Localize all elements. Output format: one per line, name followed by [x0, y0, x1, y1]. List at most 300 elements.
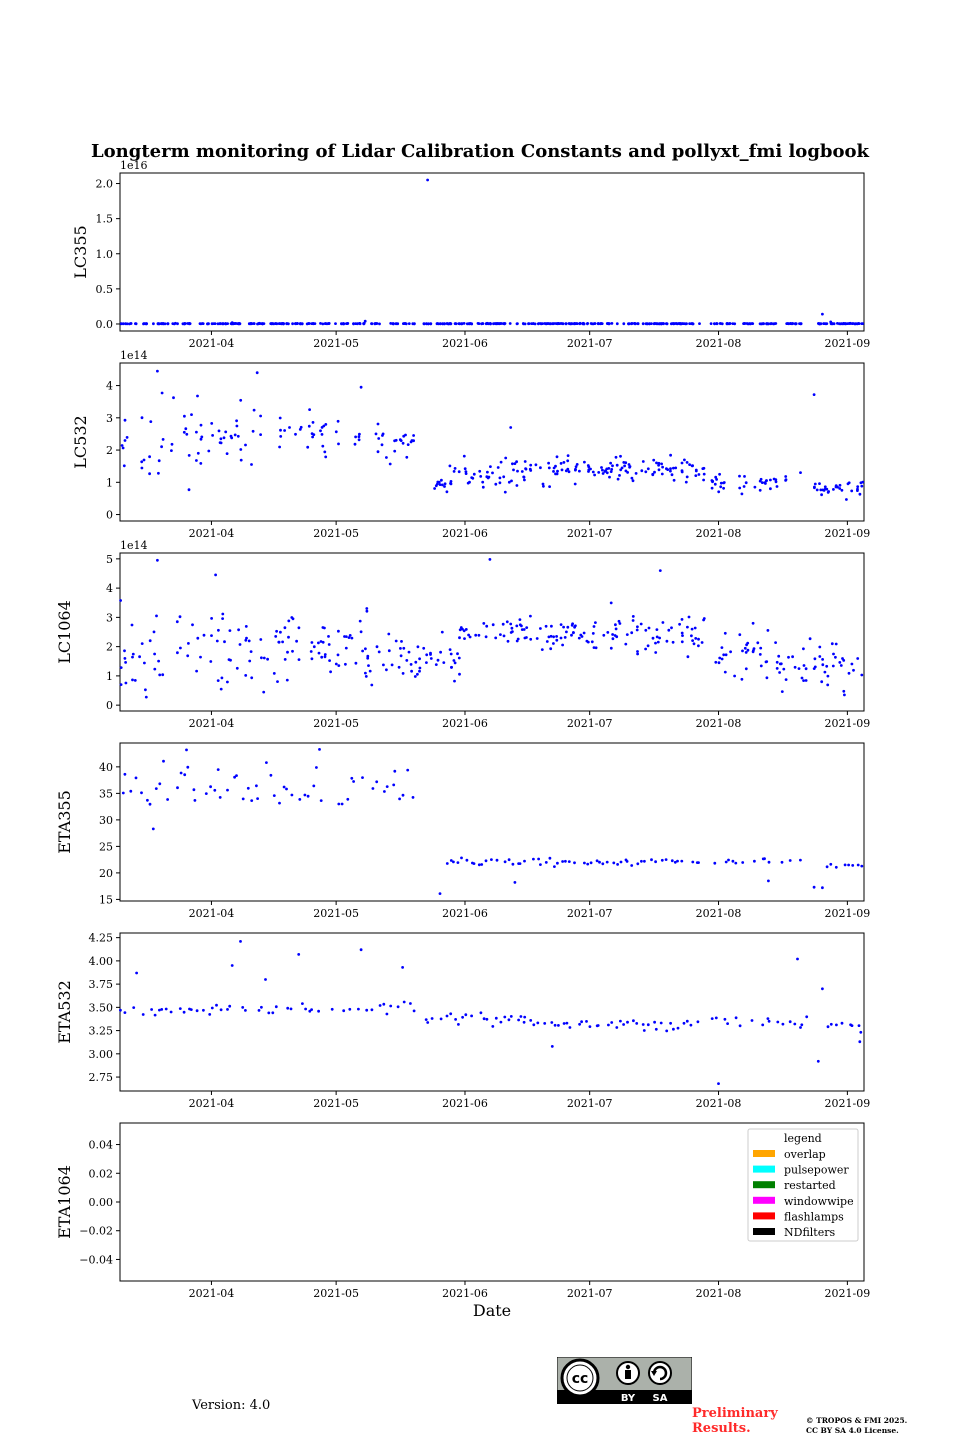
data-point [439, 322, 442, 325]
data-point [359, 620, 362, 623]
data-point [636, 625, 639, 628]
data-point [553, 865, 556, 868]
data-point [583, 632, 586, 635]
data-point [512, 469, 515, 472]
data-point [537, 322, 540, 325]
data-point [765, 480, 768, 483]
data-point [494, 637, 497, 640]
data-point [458, 636, 461, 639]
data-point [742, 322, 745, 325]
data-point [767, 629, 770, 632]
data-point [738, 633, 741, 636]
data-point [576, 322, 579, 325]
data-point [381, 443, 384, 446]
data-point [449, 1012, 452, 1015]
data-point [859, 493, 862, 496]
data-point [512, 863, 515, 866]
data-point [644, 629, 647, 632]
data-point [555, 322, 558, 325]
data-point [606, 861, 609, 864]
data-point [747, 649, 750, 652]
data-point [256, 797, 259, 800]
data-point [640, 860, 643, 863]
data-point [124, 439, 127, 442]
data-point [714, 661, 717, 664]
data-point [437, 659, 440, 662]
data-point [852, 669, 855, 672]
data-point [295, 640, 298, 643]
data-point [586, 863, 589, 866]
data-point [661, 466, 664, 469]
data-point [183, 415, 186, 418]
data-point [842, 690, 845, 693]
data-point [207, 450, 210, 453]
data-point [776, 667, 779, 670]
data-point [319, 322, 322, 325]
panel-eta355 [55, 743, 870, 920]
data-point [158, 674, 161, 677]
data-point [578, 470, 581, 473]
data-point [592, 632, 595, 635]
data-point [511, 462, 514, 465]
data-point [460, 857, 463, 860]
data-point [857, 322, 860, 325]
data-point [219, 322, 222, 325]
data-point [660, 1022, 663, 1025]
data-point [820, 680, 823, 683]
data-point [155, 615, 158, 618]
data-point [834, 656, 837, 659]
data-point [253, 409, 256, 412]
data-point [523, 628, 526, 631]
data-point [693, 642, 696, 645]
data-point [601, 322, 604, 325]
data-point [262, 691, 265, 694]
data-point [840, 664, 843, 667]
copyright-line-2: CC BY SA 4.0 License. [806, 1426, 899, 1435]
data-point [231, 321, 234, 324]
data-point [827, 675, 830, 678]
data-point [298, 798, 301, 801]
data-point [827, 490, 830, 493]
data-point [153, 653, 156, 656]
x-tick-label: 2021-06 [442, 907, 488, 920]
data-point [843, 694, 846, 697]
data-point [499, 633, 502, 636]
data-point [661, 473, 664, 476]
data-point [134, 679, 137, 682]
data-point [522, 476, 525, 479]
data-point [671, 859, 674, 862]
data-point [608, 476, 611, 479]
data-point [727, 859, 730, 862]
legend-entry-label: overlap [784, 1148, 826, 1161]
data-point [645, 322, 648, 325]
data-point [813, 667, 816, 670]
data-point [215, 1004, 218, 1007]
data-point [718, 661, 721, 664]
data-point [402, 647, 405, 650]
data-point [185, 749, 188, 752]
data-point [495, 1017, 498, 1020]
data-point [550, 1021, 553, 1024]
data-point [228, 1005, 231, 1008]
data-point [379, 1004, 382, 1007]
data-point [751, 322, 754, 325]
data-point [644, 648, 647, 651]
y-tick-label: 3.00 [88, 1047, 113, 1061]
data-point [735, 1016, 738, 1019]
data-point [644, 470, 647, 473]
data-point [535, 463, 538, 466]
data-point [328, 659, 331, 662]
data-point [463, 637, 466, 640]
data-point [759, 653, 762, 656]
data-point [146, 799, 149, 802]
data-point [594, 322, 597, 325]
data-point [226, 452, 229, 455]
data-point [450, 483, 453, 486]
data-point [722, 653, 725, 656]
data-point [835, 1024, 838, 1027]
data-point [653, 1021, 656, 1024]
data-point [818, 646, 821, 649]
y-offset-label: 1e14 [120, 539, 148, 552]
plot-frame [120, 553, 864, 711]
data-point [140, 791, 143, 794]
data-point [183, 1011, 186, 1014]
data-point [157, 322, 160, 325]
data-point [144, 688, 147, 691]
x-tick-label: 2021-06 [442, 1287, 488, 1300]
plot-frame [120, 743, 864, 901]
data-point [519, 862, 522, 865]
data-point [574, 483, 577, 486]
data-point [357, 1008, 360, 1011]
data-point [676, 860, 679, 863]
data-point [195, 459, 198, 462]
y-axis-label: ETA1064 [55, 1165, 74, 1239]
data-point [422, 647, 425, 650]
data-point [360, 630, 363, 633]
data-point [460, 322, 463, 325]
data-point [460, 626, 463, 629]
data-point [619, 622, 622, 625]
data-point [844, 864, 847, 867]
data-point [220, 437, 223, 440]
data-point [358, 438, 361, 441]
data-point [616, 322, 619, 325]
data-point [746, 322, 749, 325]
data-point [186, 654, 189, 657]
y-tick-label: 5 [106, 552, 113, 566]
data-point [237, 435, 240, 438]
data-point [143, 459, 146, 462]
data-point [210, 617, 213, 620]
data-point [398, 798, 401, 801]
data-point [405, 322, 408, 325]
data-point [741, 493, 744, 496]
data-point [241, 1006, 244, 1009]
figure-title: Longterm monitoring of Lidar Calibration Constants and pollyxt_fmi logbook [91, 141, 869, 162]
data-point [497, 466, 500, 469]
data-point [610, 1021, 613, 1024]
data-point [440, 479, 443, 482]
data-point [609, 462, 612, 465]
y-tick-label: 0.04 [88, 1138, 113, 1152]
data-point [158, 459, 161, 462]
data-point [348, 1008, 351, 1011]
data-point [217, 629, 220, 632]
data-point [686, 1020, 689, 1023]
data-point [152, 828, 155, 831]
data-point [464, 1013, 467, 1016]
data-point [734, 862, 737, 865]
data-point [738, 475, 741, 478]
data-point [220, 688, 223, 691]
data-point [542, 485, 545, 488]
data-point [348, 636, 351, 639]
y-tick-label: 3.75 [88, 978, 113, 992]
data-point [632, 1019, 635, 1022]
plot-frame [120, 173, 864, 331]
data-point [244, 1009, 247, 1012]
data-point [375, 780, 378, 783]
data-point [503, 322, 506, 325]
data-point [211, 434, 214, 437]
data-point [213, 789, 216, 792]
data-point [702, 619, 705, 622]
data-point [817, 1060, 820, 1063]
y-axis-label: ETA355 [55, 790, 74, 854]
data-point [789, 1020, 792, 1023]
data-point [597, 1024, 600, 1027]
data-point [183, 773, 186, 776]
data-point [478, 470, 481, 473]
data-point [611, 322, 614, 325]
data-point [444, 482, 447, 485]
data-point [745, 481, 748, 484]
data-point [308, 408, 311, 411]
data-point [519, 623, 522, 626]
data-point [510, 480, 513, 483]
x-tick-label: 2021-08 [695, 527, 742, 540]
y-offset-label: 1e14 [120, 349, 148, 362]
data-point [160, 1008, 163, 1011]
y-offset-label: 1e16 [120, 159, 148, 172]
data-point [743, 485, 746, 488]
y-tick-label: 0.00 [88, 1196, 113, 1209]
data-point [729, 650, 732, 653]
data-point [805, 667, 808, 670]
data-point [400, 640, 403, 643]
data-point [245, 625, 248, 628]
data-point [499, 477, 502, 480]
data-point [656, 636, 659, 639]
data-point [761, 1024, 764, 1027]
data-point [320, 656, 323, 659]
data-point [179, 615, 182, 618]
data-point [517, 1019, 520, 1022]
data-point [300, 426, 303, 429]
data-point [207, 322, 210, 325]
data-point [489, 322, 492, 325]
data-point [327, 635, 330, 638]
data-point [626, 860, 629, 863]
data-point [190, 413, 193, 416]
legend-entry-label: restarted [784, 1179, 836, 1193]
data-point [560, 637, 563, 640]
data-point [813, 886, 816, 889]
data-point [589, 468, 592, 471]
data-point [821, 313, 824, 316]
data-point [739, 1024, 742, 1027]
data-point [450, 666, 453, 669]
data-point [274, 322, 277, 325]
data-point [220, 442, 223, 445]
data-point [145, 322, 148, 325]
data-point [723, 481, 726, 484]
data-point [821, 658, 824, 661]
data-point [851, 1024, 854, 1027]
data-point [632, 619, 635, 622]
data-point [691, 628, 694, 631]
data-point [630, 631, 633, 634]
data-point [324, 655, 327, 658]
data-point [441, 631, 444, 634]
data-point [724, 632, 727, 635]
data-point [610, 647, 613, 650]
data-point [624, 643, 627, 646]
data-point [478, 322, 481, 325]
y-tick-label: 4 [106, 379, 113, 393]
data-point [554, 1024, 557, 1027]
data-point [372, 787, 375, 790]
data-point [615, 628, 618, 631]
data-point [691, 322, 694, 325]
data-point [157, 660, 160, 663]
y-tick-label: 2.0 [95, 177, 113, 191]
data-point [386, 785, 389, 788]
data-point [187, 642, 190, 645]
data-point [120, 666, 123, 669]
data-point [234, 434, 237, 437]
data-point [650, 858, 653, 861]
data-point [239, 448, 242, 451]
data-point [485, 859, 488, 862]
data-point [506, 620, 509, 623]
legend-swatch [753, 1181, 775, 1188]
data-point [517, 638, 520, 641]
data-point [721, 646, 724, 649]
data-point [818, 655, 821, 658]
data-point [612, 862, 615, 865]
data-point [389, 1005, 392, 1008]
x-tick-label: 2021-09 [824, 907, 871, 920]
data-point [589, 1025, 592, 1028]
data-point [690, 1024, 693, 1027]
data-point [754, 486, 757, 489]
data-point [214, 574, 217, 577]
panel-eta532 [55, 932, 870, 1110]
data-point [440, 1018, 443, 1021]
data-point [156, 370, 159, 373]
data-point [385, 456, 388, 459]
data-point [263, 657, 266, 660]
data-point [253, 322, 256, 325]
data-point [552, 470, 555, 473]
data-point [858, 1024, 861, 1027]
data-point [141, 467, 144, 470]
legend-swatch [753, 1166, 775, 1173]
data-point [410, 441, 413, 444]
data-point [568, 470, 571, 473]
y-tick-label: −0.04 [79, 1253, 113, 1267]
data-point [681, 462, 684, 465]
data-point [341, 803, 344, 806]
data-point [413, 1010, 416, 1013]
data-point [337, 803, 340, 806]
preliminary-line-2: Results. [692, 1421, 751, 1436]
data-point [829, 321, 832, 324]
data-point [610, 470, 613, 473]
data-point [276, 680, 279, 683]
x-tick-label: 2021-08 [695, 717, 742, 730]
data-point [711, 487, 714, 490]
data-point [556, 470, 559, 473]
data-point [669, 1022, 672, 1025]
data-point [199, 462, 202, 465]
data-point [311, 436, 314, 439]
data-point [781, 690, 784, 693]
data-point [574, 469, 577, 472]
data-point [255, 784, 258, 787]
data-point [122, 447, 125, 450]
data-point [776, 485, 779, 488]
data-point [857, 864, 860, 867]
data-point [324, 456, 327, 459]
data-point [260, 1006, 263, 1009]
data-point [521, 470, 524, 473]
data-point [442, 661, 445, 664]
data-point [401, 966, 404, 969]
data-point [275, 1005, 278, 1008]
data-point [382, 664, 385, 667]
data-point [560, 322, 563, 325]
data-point [439, 483, 442, 486]
data-point [809, 637, 812, 640]
data-point [618, 474, 621, 477]
data-point [478, 863, 481, 866]
data-point [563, 1022, 566, 1025]
data-point [622, 1023, 625, 1026]
data-point [620, 861, 623, 864]
data-point [224, 431, 227, 434]
y-tick-label: 0.02 [88, 1167, 113, 1181]
data-point [456, 652, 459, 655]
x-tick-label: 2021-09 [824, 1287, 871, 1300]
data-point [200, 438, 203, 441]
data-point [724, 671, 727, 674]
data-point [235, 774, 238, 777]
data-point [273, 672, 276, 675]
data-point [667, 629, 670, 632]
data-point [860, 674, 863, 677]
data-point [446, 1015, 449, 1018]
data-point [782, 1023, 785, 1026]
data-point [626, 1021, 629, 1024]
data-point [400, 439, 403, 442]
